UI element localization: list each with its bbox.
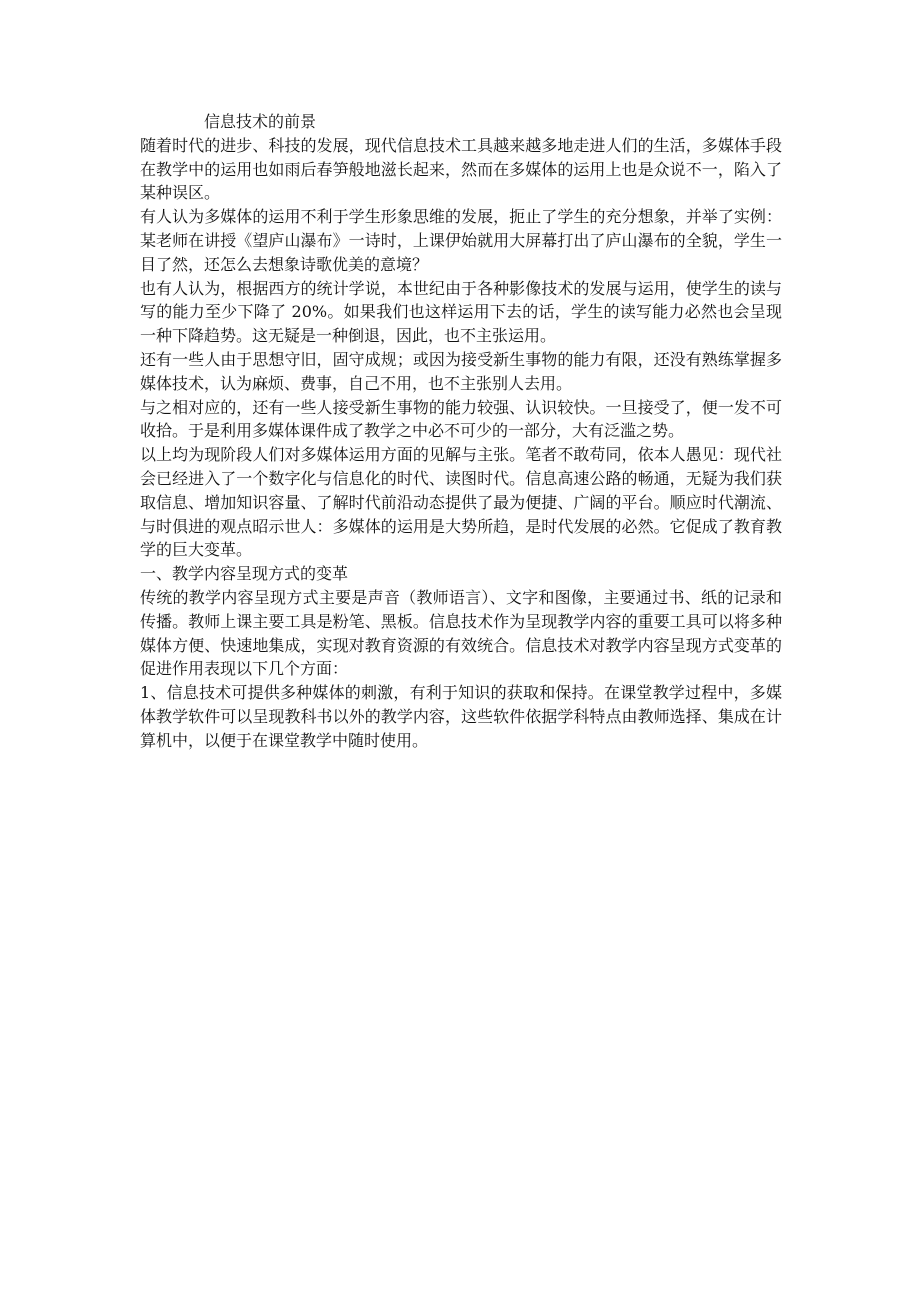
paragraph-opinion-overuse: 与之相对应的，还有一些人接受新生事物的能力较强、认识较快。一旦接受了，便一发不可收拾。于是利用多媒体课件成了教学之中必不可少的一部分，大有泛滥之势。 — [140, 397, 782, 441]
paragraph-opinion-against-imagination: 有人认为多媒体的运用不利于学生形象思维的发展，扼止了学生的充分想象，并举了实例：某老师在讲授《望庐山瀑布》一诗时，上课伊始就用大屏幕打出了庐山瀑布的全貌，学生一目了然，还怎么去想象诗歌优美的意境？ — [140, 207, 782, 274]
paragraph-point-1: 1、信息技术可提供多种媒体的刺激，有利于知识的获取和保持。在课堂教学过程中，多媒体教学软件可以呈现教科书以外的教学内容，这些软件依据学科特点由教师选择、集成在计算机中，以便于在课堂教学中随时使用。 — [140, 683, 782, 750]
paragraph-opinion-conservative: 还有一些人由于思想守旧，固守成规；或因为接受新生事物的能力有限，还没有熟练掌握多媒体技术，认为麻烦、费事，自己不用，也不主张别人去用。 — [140, 349, 782, 393]
paragraph-opinion-reading-decline: 也有人认为，根据西方的统计学说，本世纪由于各种影像技术的发展与运用，使学生的读与写的能力至少下降了 20%。如果我们也这样运用下去的话，学生的读写能力必然也会呈现一种下降趋势。这无疑是一种倒退，因此，也不主张运用。 — [140, 278, 782, 346]
document-title: 信息技术的前景 — [204, 112, 317, 131]
paragraph-intro: 随着时代的进步、科技的发展，现代信息技术工具越来越多地走进人们的生活，多媒体手段在教学中的运用也如雨后春笋般地滋长起来，然而在多媒体的运用上也是众说不一，陷入了某种误区。 — [140, 135, 782, 203]
paragraph-author-view: 以上均为现阶段人们对多媒体运用方面的见解与主张。笔者不敢苟同，依本人愚见：现代社会已经进入了一个数字化与信息化的时代、读图时代。信息高速公路的畅通，无疑为我们获取信息、增加知识容量、了解时代前沿动态提供了最为便捷、广阔的平台。顺应时代潮流、与时俱进的观点昭示世人：多媒体的运用是大势所趋，是时代发展的必然。它促成了教育教学的巨大变革。 — [140, 445, 782, 560]
paragraph-traditional-presentation: 传统的教学内容呈现方式主要是声音（教师语言）、文字和图像，主要通过书、纸的记录和传播。教师上课主要工具是粉笔、黑板。信息技术作为呈现教学内容的重要工具可以将多种媒体方便、快速地集成，实现对教育资源的有效统合。信息技术对教学内容呈现方式变革的促进作用表现以下几个方面： — [140, 587, 782, 679]
section-heading-1: 一、教学内容呈现方式的变革 — [140, 564, 349, 584]
document-body — [140, 110, 782, 753]
